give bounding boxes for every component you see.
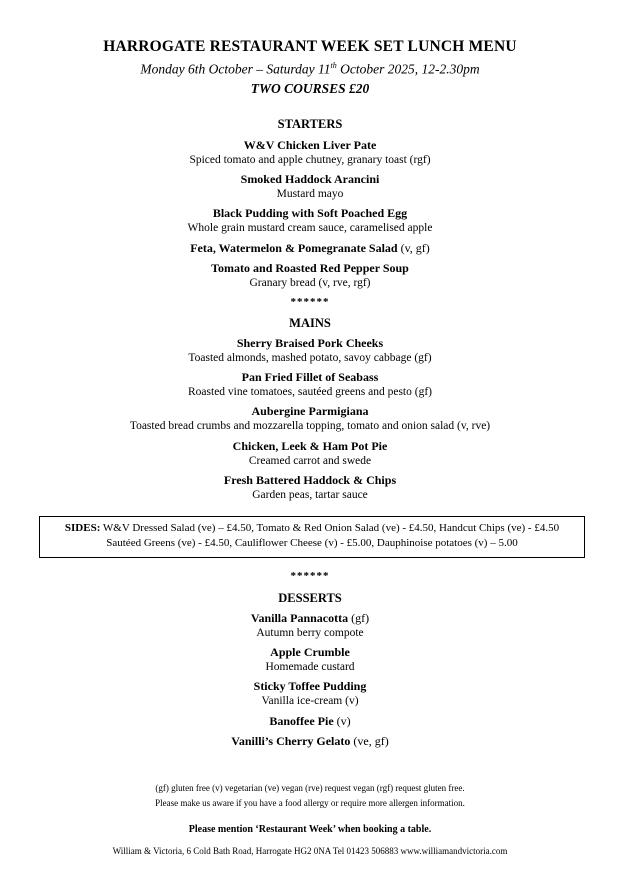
dish-name: Aubergine Parmigiana [251,404,369,418]
dish-name: Black Pudding with Soft Poached Egg [212,206,408,220]
dish-name-row [0,734,620,749]
dessert-item [0,734,620,749]
sides-box [39,516,585,558]
starter-item [0,241,620,256]
dish-name-row [0,241,620,256]
menu-title: HARROGATE RESTAURANT WEEK SET LUNCH MENU [103,38,517,55]
dish-name: Apple Crumble [270,645,350,659]
dates-start: Monday 6th October – Saturday 11 [140,61,331,77]
dish-name: Banoffee Pie [269,714,334,728]
dietary-tag: (v) [333,714,351,728]
dish-name: Smoked Haddock Arancini [240,172,380,186]
sides-label: SIDES: [64,522,101,534]
dish-description: Homemade custard [265,661,355,673]
starters-heading: STARTERS [277,117,343,131]
dish-name-row [0,714,620,729]
dessert-item [0,611,620,640]
sides-line-2: Sautéed Greens (ve) - £4.50, Cauliflower Cheese (v) - £5.00, Dauphinoise potatoes (v) – 5.00 [106,537,518,549]
dietary-tag: (ve, gf) [350,734,389,748]
dates-end: October 2025, 12-2.30pm [336,61,480,77]
dish-name-row [0,611,620,626]
dish-name: W&V Chicken Liver Pate [243,138,377,152]
starter-item [0,261,620,290]
dish-name: Sherry Braised Pork Cheeks [236,336,384,350]
dish-description: Mustard mayo [276,188,344,200]
dish-description: Toasted bread crumbs and mozzarella topping, tomato and onion salad (v, rve) [129,420,491,432]
menu-dates [0,61,620,78]
dish-description: Creamed carrot and swede [248,455,372,467]
dish-name: Tomato and Roasted Red Pepper Soup [211,261,409,275]
dish-name: Vanilli’s Cherry Gelato [231,734,351,748]
sides-list-1: W&V Dressed Salad (ve) – £4.50, Tomato & Red Onion Salad (ve) - £4.50, Handcut Chips (ve) - £4.50 [100,522,560,534]
menu-price: TWO COURSES £20 [250,81,370,96]
sides-line-1 [40,521,584,536]
dish-description: Whole grain mustard cream sauce, caramelised apple [187,222,433,234]
dish-description: Granary bread (v, rve, rgf) [249,277,371,289]
starter-item [0,138,620,167]
allergy-note: Please make us aware if you have a food allergy or require more allergen information. [155,798,465,808]
dietary-key: (gf) gluten free (v) vegetarian (ve) vegan (rve) request vegan (rgf) request gluten free. [155,783,465,793]
dish-description: Roasted vine tomatoes, sautéed greens and pesto (gf) [188,386,432,398]
dish-name: Sticky Toffee Pudding [253,679,367,693]
dish-name: Fresh Battered Haddock & Chips [223,473,397,487]
dish-description: Spiced tomato and apple chutney, granary toast (rgf) [189,154,431,166]
starter-item [0,172,620,201]
section-separator: ****** [290,570,330,582]
dietary-tag: (gf) [348,611,370,625]
dish-description: Garden peas, tartar sauce [252,489,368,501]
dish-description: Toasted almonds, mashed potato, savoy cabbage (gf) [188,352,432,364]
dish-name: Feta, Watermelon & Pomegranate Salad [190,241,398,255]
main-item [0,439,620,468]
restaurant-address: William & Victoria, 6 Cold Bath Road, Harrogate HG2 0NA Tel 01423 506883 www.williamandvictoria.com [112,846,508,856]
dish-name: Chicken, Leek & Ham Pot Pie [232,439,388,453]
dessert-item [0,714,620,729]
dish-description: Autumn berry compote [256,627,364,639]
main-item [0,404,620,433]
dietary-tag: (v, gf) [397,241,430,255]
dessert-item [0,645,620,674]
dish-name: Pan Fried Fillet of Seabass [241,370,379,384]
desserts-heading: DESSERTS [278,591,342,605]
dish-name: Vanilla Pannacotta [250,611,349,625]
main-item [0,336,620,365]
main-item [0,473,620,502]
mains-heading: MAINS [289,316,331,330]
dish-description: Vanilla ice-cream (v) [261,695,359,707]
booking-note: Please mention ‘Restaurant Week’ when booking a table. [188,824,432,835]
section-separator: ****** [290,296,330,308]
dessert-item [0,679,620,708]
starter-item [0,206,620,235]
dates-suffix: th [330,61,337,70]
main-item [0,370,620,399]
